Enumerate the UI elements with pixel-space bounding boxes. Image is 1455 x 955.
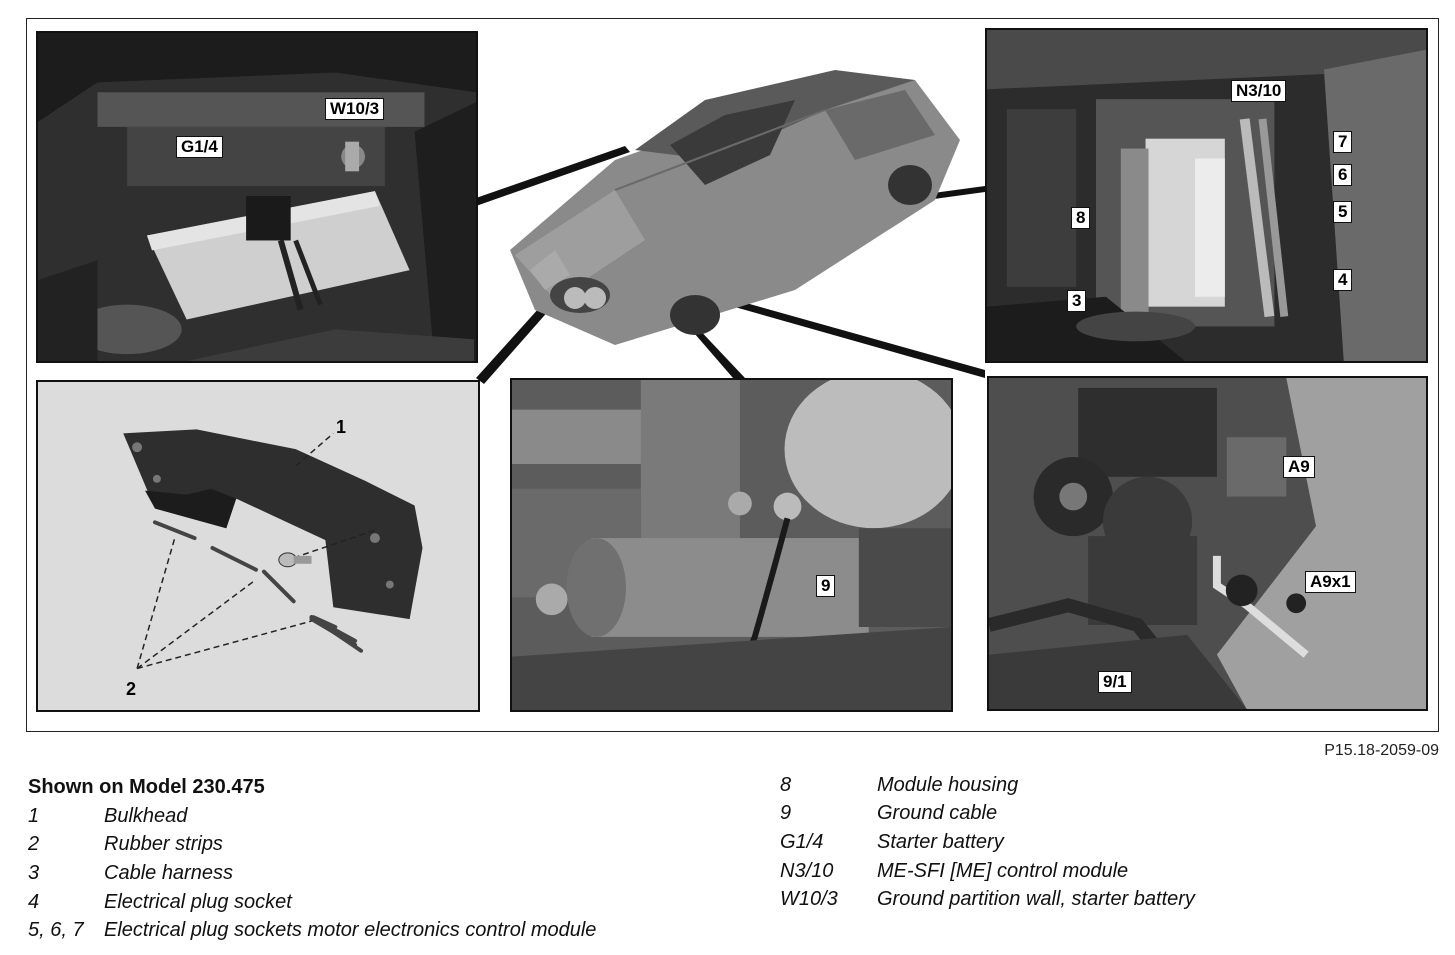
- legend-code: W10/3: [780, 888, 838, 911]
- callout-8: 8: [1071, 207, 1090, 229]
- callout-n3-10: N3/10: [1231, 80, 1286, 102]
- callout-a9x1: A9x1: [1305, 571, 1356, 593]
- legend-text: Ground partition wall, starter battery: [877, 888, 1195, 911]
- legend-text: Electrical plug sockets motor electronics control module: [104, 919, 597, 942]
- callout-g1-4: G1/4: [176, 136, 223, 158]
- legend-code: 3: [28, 861, 40, 884]
- legend-item: [780, 771, 1195, 800]
- callout-1: 1: [336, 417, 347, 437]
- bulkhead-diagram-panel: [36, 380, 480, 712]
- legend-text: Module housing: [877, 773, 1019, 796]
- battery-photo-panel: [36, 31, 478, 363]
- callout-w10-3: W10/3: [325, 98, 384, 120]
- legend-item: [28, 888, 596, 917]
- legend-item: [28, 831, 596, 860]
- callout-3: 3: [1067, 290, 1086, 312]
- legend-code: 9: [780, 802, 792, 825]
- figure-id: P15.18-2059-09: [1324, 742, 1439, 759]
- module-housing-photo-panel: [985, 28, 1428, 363]
- legend-item: [780, 800, 1195, 829]
- legend-text: Electrical plug socket: [104, 890, 292, 913]
- compressor-photo-panel: [987, 376, 1428, 711]
- legend-item: [780, 885, 1195, 914]
- legend-text: Cable harness: [104, 861, 233, 884]
- vehicle-overview-panel: [495, 40, 970, 355]
- legend-item: [28, 802, 596, 831]
- module-housing-illustration: [987, 30, 1426, 361]
- callout-6: 6: [1333, 164, 1352, 186]
- callout-7: 7: [1333, 131, 1352, 153]
- callout-9-1: 9/1: [1098, 671, 1132, 693]
- callout-a9: A9: [1283, 456, 1315, 478]
- ground-cable-illustration: [512, 380, 951, 710]
- legend-code: 5, 6, 7: [28, 919, 84, 942]
- legend-text: Bulkhead: [104, 804, 188, 827]
- legend-code: 8: [780, 773, 792, 796]
- legend-right: [780, 771, 1195, 914]
- legend-title: Shown on Model 230.475: [28, 776, 265, 798]
- vehicle-illustration: [495, 40, 970, 355]
- legend-text: Ground cable: [877, 802, 998, 825]
- battery-compartment-illustration: [38, 33, 476, 361]
- legend-code: G1/4: [780, 830, 824, 853]
- callout-9: 9: [816, 575, 835, 597]
- legend-code: 4: [28, 890, 40, 913]
- legend-text: ME-SFI [ME] control module: [877, 859, 1129, 882]
- legend-item: [780, 857, 1195, 886]
- bulkhead-illustration: [38, 382, 478, 710]
- legend-item: [780, 828, 1195, 857]
- callout-5: 5: [1333, 201, 1352, 223]
- ground-cable-photo-panel: [510, 378, 953, 712]
- legend-code: 1: [28, 804, 40, 827]
- legend-item: [28, 859, 596, 888]
- callout-4: 4: [1333, 269, 1352, 291]
- compressor-illustration: [989, 378, 1426, 709]
- legend-text: Starter battery: [877, 830, 1004, 853]
- legend-text: Rubber strips: [104, 833, 223, 856]
- legend-code: 2: [28, 833, 40, 856]
- legend-code: N3/10: [780, 859, 834, 882]
- legend-left: [28, 802, 596, 945]
- legend-item: [28, 916, 596, 945]
- callout-2: 2: [126, 679, 137, 699]
